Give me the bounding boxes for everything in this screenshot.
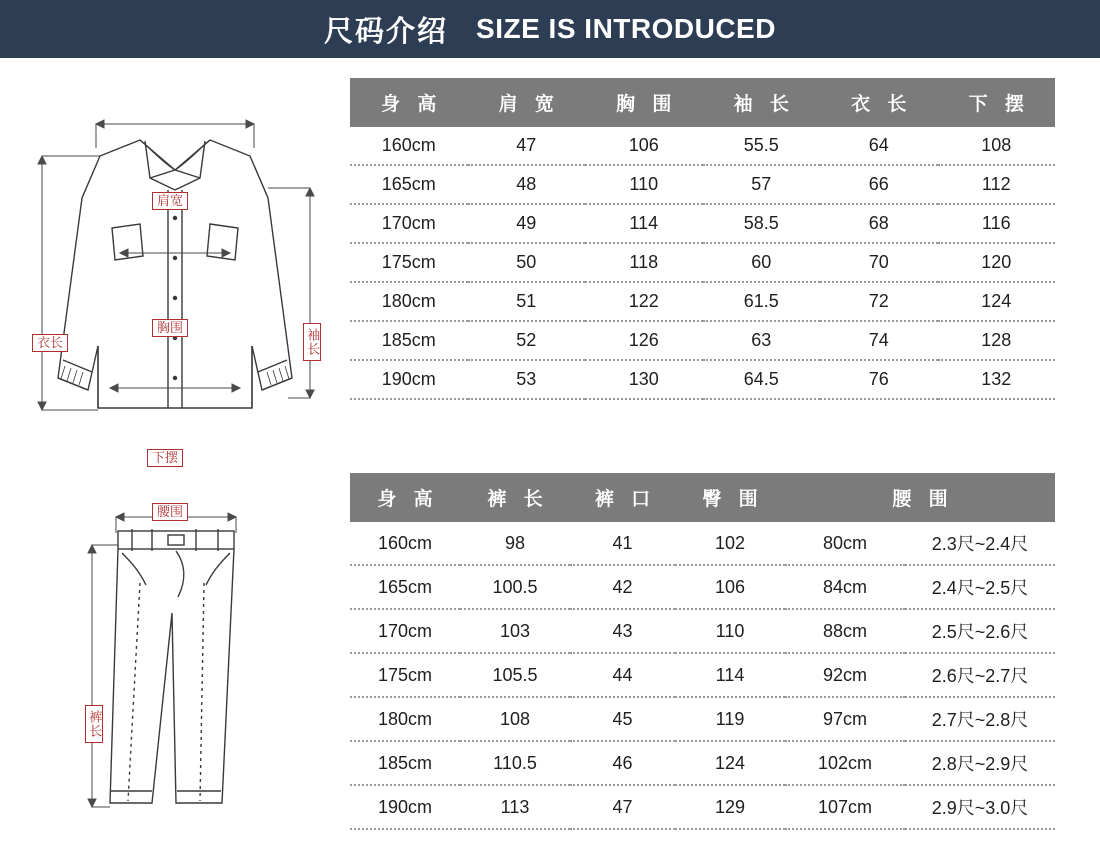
shirt-illustration — [0, 78, 350, 458]
col-header-height: 身 高 — [350, 473, 460, 522]
table-row — [350, 697, 1055, 741]
cell-waist-chi: 2.6尺~2.7尺 — [905, 653, 1055, 697]
cell-waist-chi: 2.7尺~2.8尺 — [905, 697, 1055, 741]
table-row — [350, 785, 1055, 829]
table-header-row — [350, 473, 1055, 522]
cell-height: 170cm — [350, 204, 468, 243]
col-header-chest: 胸 围 — [585, 78, 703, 127]
cell-length: 68 — [820, 204, 938, 243]
cell-waist-chi: 2.8尺~2.9尺 — [905, 741, 1055, 785]
col-header-waist: 腰 围 — [785, 473, 1055, 522]
table-row — [350, 127, 1055, 165]
cell-height: 190cm — [350, 785, 460, 829]
cell-hem: 120 — [938, 243, 1056, 282]
cell-chest: 114 — [585, 204, 703, 243]
table-row — [350, 282, 1055, 321]
cell-waist-cm: 97cm — [785, 697, 905, 741]
shirt-label-chest: 胸围 — [152, 319, 188, 337]
cell-height: 160cm — [350, 127, 468, 165]
shirt-size-table — [350, 78, 1055, 400]
cell-pants-length: 100.5 — [460, 565, 570, 609]
col-header-hip: 臀 围 — [675, 473, 785, 522]
cell-shoulder: 49 — [468, 204, 586, 243]
cell-shoulder: 47 — [468, 127, 586, 165]
table-row — [350, 165, 1055, 204]
cell-cuff: 44 — [570, 653, 675, 697]
cell-sleeve: 63 — [703, 321, 821, 360]
cell-cuff: 41 — [570, 522, 675, 565]
cell-length: 76 — [820, 360, 938, 399]
col-header-hem: 下 摆 — [938, 78, 1056, 127]
shirt-table-wrap — [350, 78, 1070, 400]
pants-section — [0, 473, 1100, 830]
cell-height: 180cm — [350, 282, 468, 321]
table-row — [350, 243, 1055, 282]
cell-chest: 118 — [585, 243, 703, 282]
cell-chest: 130 — [585, 360, 703, 399]
table-row — [350, 565, 1055, 609]
cell-cuff: 42 — [570, 565, 675, 609]
table-row — [350, 653, 1055, 697]
cell-waist-cm: 92cm — [785, 653, 905, 697]
cell-height: 160cm — [350, 522, 460, 565]
pants-diagram — [0, 473, 350, 830]
cell-shoulder: 50 — [468, 243, 586, 282]
page-title-en: SIZE IS INTRODUCED — [476, 13, 776, 44]
cell-chest: 122 — [585, 282, 703, 321]
pants-label-length: 裤长 — [85, 705, 103, 743]
col-header-pants-length: 裤 长 — [460, 473, 570, 522]
cell-sleeve: 64.5 — [703, 360, 821, 399]
cell-hip: 110 — [675, 609, 785, 653]
cell-cuff: 47 — [570, 785, 675, 829]
shirt-label-sleeve: 袖长 — [303, 323, 321, 361]
cell-height: 185cm — [350, 741, 460, 785]
cell-pants-length: 103 — [460, 609, 570, 653]
cell-length: 72 — [820, 282, 938, 321]
page-title-cn: 尺码介绍 — [324, 15, 449, 48]
cell-height: 180cm — [350, 697, 460, 741]
cell-hip: 124 — [675, 741, 785, 785]
pants-label-waist: 腰围 — [152, 503, 188, 521]
cell-waist-chi: 2.5尺~2.6尺 — [905, 609, 1055, 653]
cell-length: 74 — [820, 321, 938, 360]
cell-chest: 110 — [585, 165, 703, 204]
cell-sleeve: 61.5 — [703, 282, 821, 321]
cell-hip: 114 — [675, 653, 785, 697]
cell-waist-cm: 80cm — [785, 522, 905, 565]
cell-hem: 124 — [938, 282, 1056, 321]
table-row — [350, 609, 1055, 653]
cell-pants-length: 108 — [460, 697, 570, 741]
col-header-sleeve: 袖 长 — [703, 78, 821, 127]
cell-chest: 106 — [585, 127, 703, 165]
cell-waist-cm: 88cm — [785, 609, 905, 653]
cell-cuff: 46 — [570, 741, 675, 785]
cell-hip: 129 — [675, 785, 785, 829]
cell-hem: 108 — [938, 127, 1056, 165]
cell-pants-length: 105.5 — [460, 653, 570, 697]
cell-shoulder: 48 — [468, 165, 586, 204]
cell-waist-cm: 102cm — [785, 741, 905, 785]
table-row — [350, 321, 1055, 360]
cell-shoulder: 51 — [468, 282, 586, 321]
cell-sleeve: 60 — [703, 243, 821, 282]
pants-table-wrap — [350, 473, 1070, 830]
cell-height: 165cm — [350, 165, 468, 204]
table-row — [350, 741, 1055, 785]
table-row — [350, 360, 1055, 399]
cell-waist-chi: 2.9尺~3.0尺 — [905, 785, 1055, 829]
cell-chest: 126 — [585, 321, 703, 360]
table-row — [350, 522, 1055, 565]
col-header-cuff: 裤 口 — [570, 473, 675, 522]
shirt-label-length: 衣长 — [32, 334, 68, 352]
cell-height: 185cm — [350, 321, 468, 360]
cell-waist-chi: 2.3尺~2.4尺 — [905, 522, 1055, 565]
cell-waist-chi: 2.4尺~2.5尺 — [905, 565, 1055, 609]
cell-sleeve: 55.5 — [703, 127, 821, 165]
cell-height: 190cm — [350, 360, 468, 399]
cell-hip: 106 — [675, 565, 785, 609]
cell-pants-length: 98 — [460, 522, 570, 565]
page-content — [0, 58, 1100, 837]
cell-height: 165cm — [350, 565, 460, 609]
cell-waist-cm: 107cm — [785, 785, 905, 829]
cell-cuff: 43 — [570, 609, 675, 653]
cell-shoulder: 52 — [468, 321, 586, 360]
page-header — [0, 0, 1100, 58]
shirt-section — [0, 78, 1100, 465]
cell-hem: 116 — [938, 204, 1056, 243]
cell-hem: 128 — [938, 321, 1056, 360]
table-row — [350, 204, 1055, 243]
cell-sleeve: 57 — [703, 165, 821, 204]
shirt-label-hem: 下摆 — [147, 449, 183, 467]
cell-height: 175cm — [350, 243, 468, 282]
pants-size-table — [350, 473, 1055, 830]
table-header-row — [350, 78, 1055, 127]
shirt-diagram — [0, 78, 350, 465]
cell-hem: 132 — [938, 360, 1056, 399]
col-header-shoulder: 肩 宽 — [468, 78, 586, 127]
col-header-length: 衣 长 — [820, 78, 938, 127]
cell-height: 170cm — [350, 609, 460, 653]
cell-length: 64 — [820, 127, 938, 165]
cell-hip: 119 — [675, 697, 785, 741]
cell-length: 70 — [820, 243, 938, 282]
cell-hem: 112 — [938, 165, 1056, 204]
cell-cuff: 45 — [570, 697, 675, 741]
cell-pants-length: 110.5 — [460, 741, 570, 785]
col-header-height: 身 高 — [350, 78, 468, 127]
cell-height: 175cm — [350, 653, 460, 697]
pants-illustration — [0, 473, 350, 843]
cell-length: 66 — [820, 165, 938, 204]
cell-shoulder: 53 — [468, 360, 586, 399]
cell-hip: 102 — [675, 522, 785, 565]
cell-pants-length: 113 — [460, 785, 570, 829]
shirt-label-shoulder: 肩宽 — [152, 192, 188, 210]
cell-waist-cm: 84cm — [785, 565, 905, 609]
cell-sleeve: 58.5 — [703, 204, 821, 243]
